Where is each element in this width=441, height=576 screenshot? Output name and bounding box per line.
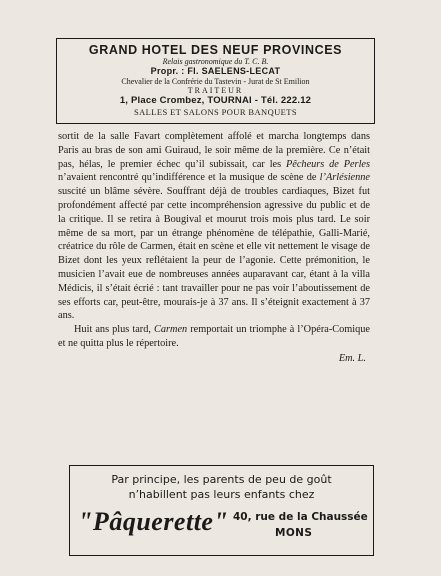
traiteur-line: TRAITEUR bbox=[187, 86, 244, 95]
work-title: Pêcheurs de Perles bbox=[285, 158, 371, 170]
article-paragraph bbox=[58, 323, 370, 351]
hotel-name: GRAND HOTEL DES NEUF PROVINCES bbox=[88, 43, 343, 57]
shop-street: 40, rue de la Chaussée bbox=[233, 511, 368, 523]
article-text: sortit de la salle Favart complètement affolé et marcha longtemps dans Paris au bras de son ami Guiraud, le soir même de la première. Ce n’était pas, hélas, le premier échec qu’il subissait, car les bbox=[58, 131, 370, 170]
work-title: Carmen bbox=[154, 324, 188, 336]
banquet-line: SALLES ET SALONS POUR BANQUETS bbox=[134, 107, 297, 117]
slogan-line-1: Par principe, les parents de peu de goût bbox=[111, 473, 332, 486]
slogan-line-2: n’habillent pas leurs enfants chez bbox=[128, 488, 315, 501]
article-text: n’avaient rencontré qu’indifférence et la musique de scène de bbox=[58, 172, 320, 184]
relais-line: Relais gastronomique du T. C. B. bbox=[162, 57, 269, 66]
article-body bbox=[58, 130, 370, 366]
brand-name: "Pâquerette" bbox=[78, 507, 229, 536]
chevalier-line: Chevalier de la Confrérie du Tastevin - Jurat de St Emilion bbox=[121, 77, 310, 86]
article-paragraph bbox=[58, 130, 370, 323]
article-text: remportait un triomphe à l’Opéra-Comique et ne quitta plus le répertoire. bbox=[58, 324, 371, 349]
article-text: Huit ans plus tard, bbox=[74, 324, 154, 336]
article-text: suscité un blâme sévère. Souffrant déjà de troubles cardiaques, Bizet fut profondément affecté par cette incompréhension agressive du public et de la critique. Il se retira à Bougival et mourut trois mois plus tard. Le soir même de sa mort, par un étrange phénomène de télépathie, Galli-Marié, créatrice du rôle de Carmen, était en scène et elle vit nettement le visage de Bizet dont les yeux reflétaient la peur de l’agonie. Cette prémonition, le musicien l’avait eue de nombreuses années auparavant car, étant à la villa Médicis, il s’était écrié : tant travailler pour ne pas voir l’aboutissement de ses efforts car, peut-être, mourais-je à 37 ans. Il s’éteignit exactement à 37 ans. bbox=[58, 186, 370, 322]
proprietor-line: Propr. : Fl. SAELENS-LECAT bbox=[150, 66, 281, 76]
work-title: l’Arlésienne bbox=[319, 172, 370, 184]
paquerette-advertisement bbox=[69, 465, 374, 556]
shop-city: MONS bbox=[275, 527, 313, 539]
address-line: 1, Place Crombez, TOURNAI - Tél. 222.12 bbox=[119, 95, 312, 106]
hotel-advertisement bbox=[56, 38, 375, 124]
author-signature: Em. L. bbox=[338, 352, 366, 364]
